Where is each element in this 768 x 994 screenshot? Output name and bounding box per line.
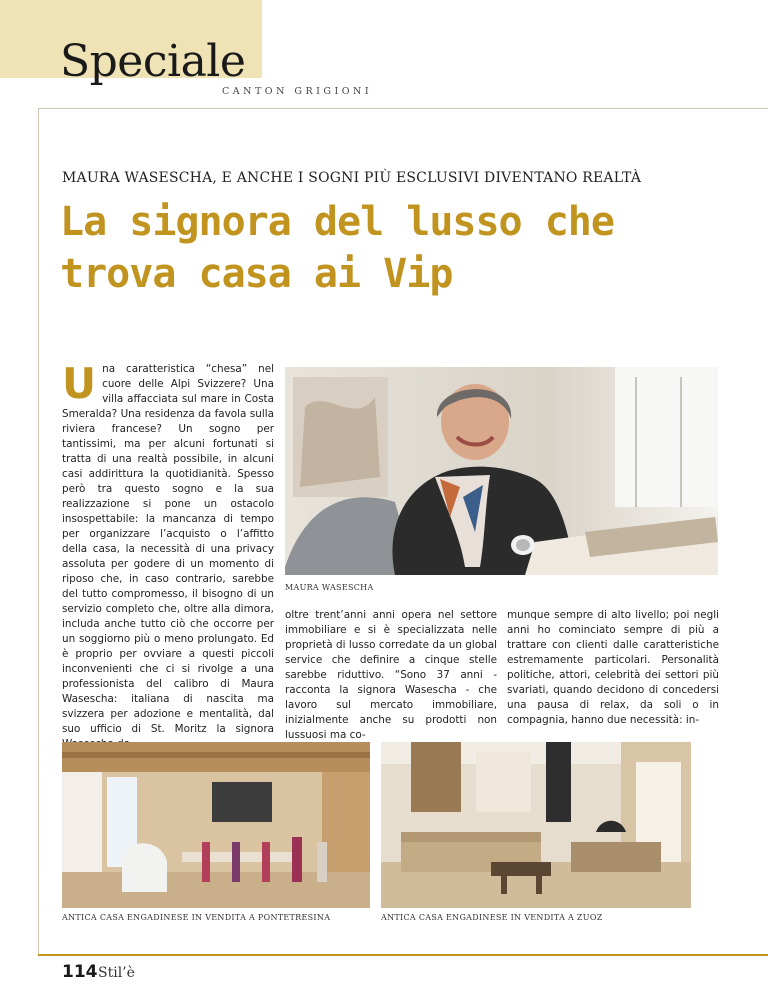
section-title: Speciale — [60, 36, 246, 87]
portrait-caption: MAURA WASESCHA — [285, 583, 374, 592]
zuoz-caption: ANTICA CASA ENGADINESE IN VENDITA A ZUOZ — [381, 913, 603, 922]
column-1-text: na caratteristica “chesa” nel cuore delle Alpi Svizzere? Una villa affacciata sul mare in Costa Smeralda? Una residenza da favola sulla riviera francese? Un sogno per tantissimi, ma per alcuni fortunati si tratta di una realtà possibile, in alcuni casi addirittura la quotidianità. Spesso però tra questo sogno e la sua realizzazione si pone un ostacolo insospettabile: la mancanza di tempo per organizzare l’acquisto o l’affitto della casa, la necessità di una privacy assoluta per godere di un momento di riposo che, in caso contrario, sarebbe del tutto compromesso, il bisogno di un servizio completo che, oltre alla dimora, includa anche tutto ciò che occorre per un soggiorno più o meno prolungato. Ed è proprio per ovviare a questi piccoli inconvenienti che ci si rivolge a una professionista del calibro di Maura Wasescha: italiana di nascita ma svizzera per adozione e mentalità, dal suo ufficio di St. Moritz la signora — [62, 363, 274, 735]
article-kicker: MAURA WASESCHA, E ANCHE I SOGNI PIÙ ESCLUSIVI DIVENTANO REALTÀ — [62, 170, 642, 186]
pontresina-illustration — [62, 742, 370, 908]
portrait-illustration — [285, 367, 718, 575]
portrait-photo — [285, 367, 718, 575]
zuoz-photo — [381, 742, 691, 908]
frame-left-rule — [38, 108, 39, 954]
article-headline — [60, 196, 720, 300]
pontresina-photo — [62, 742, 370, 908]
headline-line-2: trova casa ai Vip — [60, 251, 453, 297]
article-column-2: oltre trent’anni anni opera nel settore immobiliare e si è specializzata nelle proprietà di lusso corredate da un global service che definire a cinque stelle sarebbe riduttivo. “Sono 37 anni - racconta la signora Wasescha - che lavoro sul mercato immobiliare, inizialmente anche su prodotti non lussuosi ma co- — [285, 609, 497, 741]
article-column-3: munque sempre di alto livello; poi negli anni ho cominciato sempre di più a trattare con clienti dalle caratteristiche estremamente particolari. Personalità politiche, attori, celebrità dei settori più svariati, quando decidono di concedersi una pausa di relax, da soli o in compagnia, hanno due necessità: in- — [507, 609, 719, 726]
frame-top-rule — [38, 108, 768, 109]
page-number: 114 — [62, 962, 98, 982]
footer-rule — [38, 954, 768, 956]
drop-cap: U — [62, 359, 97, 408]
pontresina-caption: ANTICA CASA ENGADINESE IN VENDITA A PONTETRESINA — [62, 913, 331, 922]
headline-line-1: La signora del lusso che — [60, 199, 614, 245]
section-subtitle: CANTON GRIGIONI — [222, 86, 373, 97]
magazine-name: Stil’è — [98, 965, 135, 981]
article-column-1 — [62, 359, 274, 752]
zuoz-illustration — [381, 742, 691, 908]
